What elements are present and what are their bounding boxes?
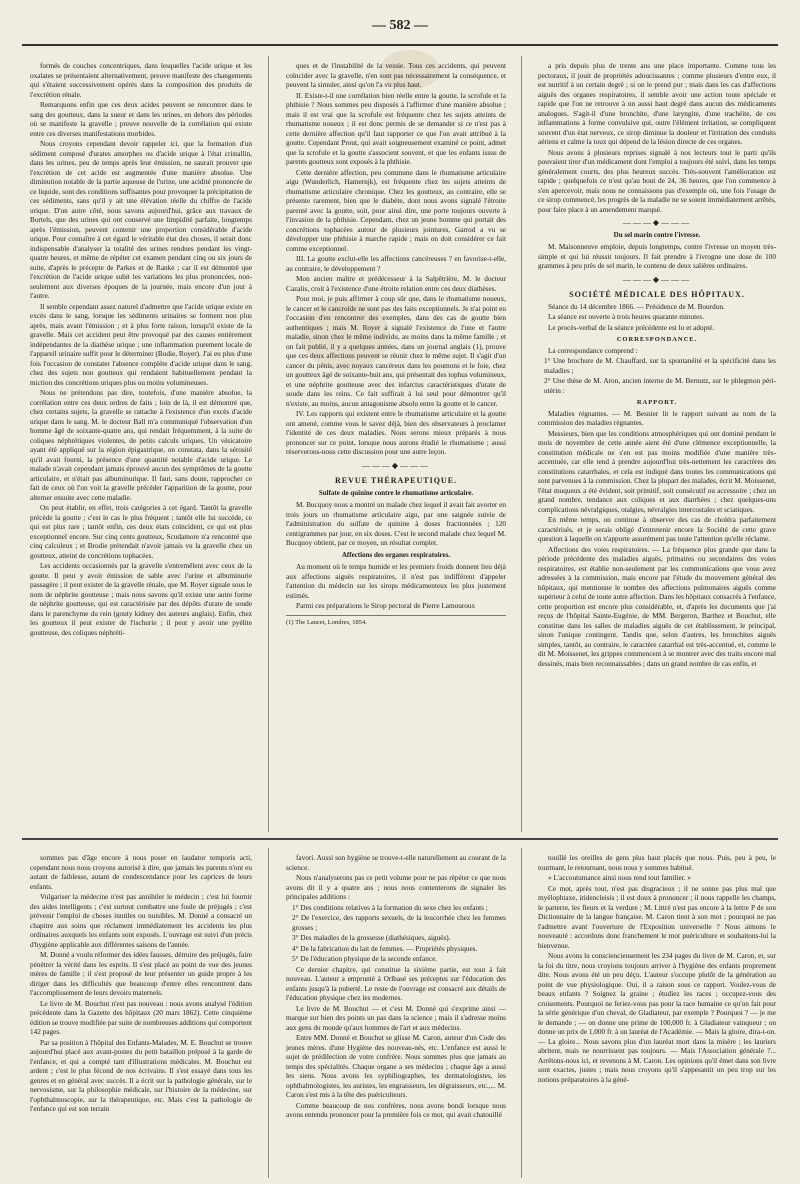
paragraph: Nous avons lu consciencieusement les 234 pages du livre de M. Caron, et, sur la foi du titre, nous croyions toujours arriver à l'hygiène des enfants proprement dite. Nous avons été un peu déçu. L'auteur s'occupe plutôt de la génération au point de vue physiologique. Oui, il a raison sous ce rapport. Voulez-vous de beaux enfants ? Soignez la graine ; étudiez les races ; occupez-vous des croisements. Pourquoi ne feriez-vous pas pour la race humaine ce qu'on fait pour la série générique d'un cheval, de Gladiateur, par exemple ? Pourquoi ? — je me le demande ; — on donne une prime de 100,000 fr. à Gladiateur vainqueur ; on donne un prix de 1,000 fr. à un lauréat de l'Académie. — Mais la gloire, dira-t-on. — La gloire... Nous savons plus d'un lauréat mort dans la misère ; les lauriers abritent, mais ne nourrissent pas toujours. — Mais l'Association générale ?... Arrêtons-nous ici, et revenons à M. Caron. Les opinions qu'il émet dans son livre sont exactes, justes ; mais nous croyons qu'il s'appesantit un peu trop sur les notions préparatoires à la géné- [538, 952, 776, 1084]
paragraph: Ce dernier chapitre, qui constitue la sixième partie, est tout à fait nouveau. L'auteur a emprunté à Orlbasé ses préceptes sur l'éducation des enfants jusqu'à la puberté. Le reste de l'ouvrage est consacré aux détails de l'éducation physique chez les modernes. [286, 965, 506, 1002]
paragraph: En même temps, on continue à observer des cas de choléra parfaitement caractérisés, et je serais obligé d'entretenir encore la Société de cette grave question à laquelle on n'apporte assurément pas toute l'attention qu'elle réclame. [538, 516, 776, 543]
society-title: SOCIÉTÉ MÉDICALE DES HÔPITAUX. [569, 290, 745, 299]
section-ornament: ———◆——— [622, 274, 692, 284]
list-item: 1° Des conditions relatives à la formation du sexe chez les enfants ; [292, 903, 488, 912]
paragraph: Nous croyons cependant devoir rappeler ici, que la formation d'un sédiment composé d'urates amorphes ou d'acide urique à l'état cristallin, dans les urines, peu de temps après leur émission, ne saurait prouver que l'excrétion de cet acide est augmentée d'une manière absolue. Une diminution notable de la partie aqueuse de l'urine, une acidité prononcée de ce liquide, sont des conditions suffisantes pour provoquer la précipitation de ces sédiments, sans qu'il y ait une élévation réelle du chiffre de l'acide urique. D'un autre côté, nous savons aujourd'hui, grâce aux travaux de Bortels, que des urines qui ont conservé une limpidité parfaite, longtemps après l'émission, peuvent contenir une proportion considérable d'acide urique. Pour connaître à cet égard le véritable état des choses, il serait donc indispensable d'analyser la totalité des urines rendues pendant les vingt-quatre heures, et même de répéter cet examen pendant cinq ou six jours de suite, d'après le précepte de Parkes et de Ranke ; car il est démontré que l'excrétion de l'acide urique subit les variations les plus prononcées, non-seulement aux diverses époques de la journée, mais encore d'un jour à l'autre. [30, 140, 252, 300]
paragraph: Nous n'analyserons pas ce petit volume pour ne pas répéter ce que nous avons dit il y a quatre ans ; nous nous contenterons de signaler les principales additions : [286, 874, 506, 901]
article-column-2 [286, 62, 506, 827]
paragraph: Remarquons enfin que ces deux acides peuvent se rencontrer dans le sang des goutteux, dans la sueur et dans les urines, en dehors des périodes où se manifeste la gravelle ; preuve nouvelle de la corrélation qui existe entre ces diverses manifestations morbides. [30, 101, 252, 138]
column-divider [268, 56, 269, 832]
paragraph: Entre MM. Donné et Bouchut se glisse M. Caron, auteur d'un Code des jeunes mères. d'une Hygiène des nouveau-nés, etc. L'enfance est aussi le sujet de prédilection de votre confrère. Nous sommes plus que jamais au temps des spécialités. Chaque organe a ses médecins ; chaque âge a aussi les siens. Nous avons les syphiliographes, les dermatologistes, les ophthalmologistes, les auristes, les engraisseurs, les dégraisseurs, etc.,... M. Caron s'est mis à la tête des puériculteurs. [286, 1034, 506, 1099]
paragraph: Au moment où le temps humide et les premiers froids donnent lieu déjà aux affections aiguës respiratoires, il n'est pas indifférent d'appeler l'attention du médecin sur les sirops médicamenteux les plus justement estimés. [286, 563, 506, 600]
feuilleton-column-3 [538, 854, 776, 1174]
paragraph: Nous avons à plusieurs reprises signalé à nos lecteurs tout le parti qu'ils pouvaient tirer d'un médicament dont l'emploi a toujours été suivi, dans les temps généralement courts, des plus heureux succès. Très-souvent l'amélioration est rapide ; quelquefois ce n'est qu'au bout de 24, 36 heures, que l'on commence à s'en apercevoir, mais nous ne connaissons pas d'exemple où, une fois l'usage de ce sirop commencé, les progrès de la maladie ne se soient immédiatement arrêtés, pour faire place à un amendement marqué. [538, 148, 776, 214]
paragraph: Parmi ces préparations le Sirop pectoral de Pierre Lamouroux [296, 602, 476, 610]
review-title: REVUE THÉRAPEUTIQUE. [334, 476, 458, 485]
paragraph: Il semble cependant assez naturel d'admettre que l'acide urique existe en excès dans le sang, lorsque les sédiments urinaires se forment non plus après, mais avant l'émission ; et à plus forte raison, lorsqu'il existe de la gravelle. Mais cet accident peut être provoqué par des causes entièrement indépendantes de la diathèse urique ; une inflammation purement locale de l'appareil urinaire suffit pour le déterminer (Bodie, Royer). J'ai eu plus d'une fois l'occasion de constater l'absence complète d'acide urique dans le sang, chez des sujets non goutteux qui rendaient habituellement pendant la miction des concrétions uriques plus ou moins volumineuses. [30, 302, 252, 387]
list-item: 5° De l'éducation physique de la seconde enfance. [292, 955, 438, 963]
paragraph: Le livre de M. Bouchut — et c'est M. Donné qui s'exprime ainsi — marque sur bien des points un pas dans la science ; mais il s'adresse moins aux gens du monde qu'aux hommes de l'art et aux médecins. [286, 1004, 506, 1032]
paragraph: « L'accoutumance ainsi nous rend tout familier. » [548, 874, 692, 882]
correspondence-heading: CORRESPONDANCE. [616, 336, 698, 343]
wine-section-title: Du sel marin contre l'ivresse. [613, 230, 701, 239]
paragraph: formés de couches concentriques, dans lesquelles l'acide urique et les oxalates se présentaient alternativement, preuve manifeste des changements qui s'étaient successivement opérés dans la composition des produits de l'excrétion rénale. [30, 62, 252, 99]
paragraph: Vulgariser la médecine n'est pas annihiler le médecin ; c'est lui fournir des aides intelligents ; c'est surtout combattre une foule de préjugés ; c'est prévenir l'emploi de choses inutiles ou nuisibles. M. Donné a consacré un chapitre aux soins que réclament immédiatement les accidents les plus ordinaires auxquels les enfants sont exposés. L'ouvrage est suivi d'un précis d'hygiène applicable aux différentes saisons de l'année. [30, 893, 252, 949]
list-item: 2° De l'exercice, des rapports sexuels, de la leucorrhée chez les femmes grosses ; [292, 914, 506, 932]
article-column-3 [538, 62, 776, 827]
paragraph: La correspondance comprend : [548, 346, 638, 355]
paragraph: Le livre de M. Bouchut n'est pas nouveau : nous avons analysé l'édition précédente dans la Gazette des hôpitaux (20 mars 1862). Cette cinquième édition se trouve modifiée par suite de nombreuses additions qui comportent 142 pages. [30, 999, 252, 1036]
paragraph: favori. Aussi son hygiène se trouve-t-elle naturellement au courant de la science. [286, 854, 506, 872]
paragraph: Pour moi, je puis affirmer à coup sûr que, dans le rhumatisme noueux, le cancer et le cancroïde ne sont pas des faits exceptionnels. Je n'ai point eu l'occasion d'en rencontrer des exemples, dans des cas de goutte bien authentiques ; mais M. Royer a signalé l'existence de l'une et l'autre maladie, sinon chez le même individu, au moins dans la même famille ; et on fait publié, il y a quelques années, dans un journal anglais (1), prouve que ces deux affections peuvent se réunir chez le même sujet. Il s'agit d'un cancer du pénis, avec noyaux cancéreux dans les poumons et le foie, chez un goutteux âgé de soixante-huit ans, qui présentait des tophus volumineux, et une néphrite goutteuse avec des infarctus caractéristiques d'urate de soude dans les reins. Ce fait suffirait à lui seul pour démontrer qu'il n'existe, au moins, aucun antagonisme absolu entre la goutte et le cancer. [286, 295, 506, 408]
paragraph: Comme beaucoup de nos confrères, nous avons bondi lorsque nous avons entendu prononcer pour la première fois ce mot, qui avait chatouillé [286, 1101, 506, 1119]
paragraph: III. La goutte exclut-elle les affections cancéreuses ? en favorise-t-elle, au contraire, le développement ? [286, 255, 506, 273]
section-divider [22, 838, 778, 840]
list-item: 3° Des maladies de la grossesse (diathésiques, aiguës). [292, 934, 451, 942]
column-divider [268, 848, 269, 1178]
list-item: 4° De la fabrication du lait de femmes. — Propriétés physiques. [292, 944, 478, 953]
paragraph: II. Existe-t-il une corrélation bien réelle entre la goutte, la scrofule et la phthisie ? Nous sommes peu disposés à l'affirmer d'une manière absolue ; mais il est vrai que la scrofule est fréquente chez les sujets atteints de rhumatisme noueux ; il est donc permis de se demander si ce n'est pas à cette dernière affection qu'il faut rapporter ce que l'on avait attribué à la goutte. Cependant Prout, qui avait soigneusement examiné ce point, admet que la scrofule et la goutte s'associent souvent, et que les enfants issus de parents goutteux sont exposés à la phthisie. [286, 91, 506, 166]
column-divider [521, 56, 522, 832]
feuilleton-column-2 [286, 854, 506, 1174]
paragraph: Le procès-verbal de la séance précédente est lu et adopté. [548, 323, 715, 332]
paragraph: Affections des voies respiratoires. — La fréquence plus grande que dans la période précédente des maladies aiguës, primaires ou secondaires des voies respiratoires, est établie non-seulement par les communications que vous avez adressées à la commission, mais encore par l'étude du mouvement général des hôpitaux, qui mentionne le nombre des affections pulmonaires aiguës comme supérieur à celui de toute autre affection. Dans les hôpitaux consacrés à l'enfance, cette proportion est encore plus considérable, et, d'après les documents que j'ai reçus de l'hôpital Sainte-Eugénie, de MM. Bergeron, Barthez et Bouchut, elle constitue dans les salles de maladies aiguës de cet établissement, le principal, sinon l'unique contingent. Tandis que, selon d'autres, les bronchites aiguës simples, tantôt, au contraire, le caractère catarrhal est très-accentué, et, comme le dit M. Moissenet, les grippes commencent à se montrer avec des traits encore mal dessinés, mais bien reconnaissables ; dans un grand nombre de cas enfin, et [538, 545, 776, 668]
paragraph: La séance est ouverte à trois heures quarante minutes. [548, 313, 705, 321]
article-column-1 [30, 62, 252, 827]
paragraph: Ce mot, après tout, n'est pas disgracieux ; il ne sonne pas plus mal que myélophtaxe, iridencleisis ; il est doux à prononcer ; il nous rappelle les champs, le parterre, les fleurs et la verdure ; M. Littré n'est pas encore à la lettre P de son Dictionnaire de la langue française. M. Caron tient à son mot ; pourquoi ne pas l'admettre avant l'ouverture de l'Exposition universelle ? Nous aimons le nouveauté : accordons donc franchement le mot puériculture et souhaitons-lui la bienvenue. [538, 884, 776, 950]
paragraph: Les accidents occasionnés par la gravelle s'entremêlent avec ceux de la goutte. Il peut y avoir émission de sable avec l'urine et albuminurie passagère ; il peut exister de la gravelle rénale, que M. Royer signale sous le nom de néphrite goutteuse ; mais nous savons qu'il existe une autre forme de néphrite goutteuse, qui est caractérisée par des dépôts d'urate de soude dans le parenchyme du rein (gouty kidney des auteurs anglais). Enfin, chez les goutteux il peut exister de l'ischurie ; il peut y avoir une pyélite goutteuse, des coliques néphréti- [30, 562, 252, 637]
page-number: — 582 — [372, 18, 428, 33]
section-ornament: ———◆——— [622, 218, 692, 227]
header-rule [22, 44, 778, 46]
paragraph: Mon ancien maître et prédécesseur à la Salpêtrière, M. le docteur Cazalis, croit à l'existence d'une étroite relation entre ces deux diathèses. [286, 275, 506, 293]
paragraph: Par sa position à l'hôpital des Enfants-Malades, M. E. Bouchut se trouve aujourd'hui placé aux avant-postes du petit bataillon préposé à la garde de l'enfance, et qui a compté tant d'illustrations médicales. M. Bouchut est ardent ; c'est le plus fécond de nos écrivains. Il s'est essayé dans tous les genres et en général avec succès. Il a écrit sur la pathologie générale, sur le nervosisme, sur la philosophie médicale, sur l'histoire de la médecine, sur l'ophthalmoscopie, sur la thérapeutique, etc. Mais c'est la pathologie de l'enfance qui est son terrain [30, 1038, 252, 1113]
review-subtitle-respiratory: Affections des organes respiratoires. [341, 550, 451, 559]
paragraph: a pris depuis plus de trente ans une place importante. Comme tous les pectoraux, il jouit de propriétés adoucissantes ; comme plusieurs d'entre eux, il est nutritif à un certain degré ; si on le prend pur ; mais dans les cas d'affections aiguës des organes respiratoires, il semble avoir une action toute spéciale et rapide que l'on ne retrouve à un aussi haut degré dans aucun des médicaments analogues. S'agit-il d'une bronchite, d'une laryngite, d'une trachéite, de ces inflammations à forme convulsive qui, outre l'élément irritation, se compliquent souvent d'un état nerveux, ce sirop diminue la douleur et l'irritation des conduits aériens et calme la toux qui dépend de la lésion directe de ces organes. [538, 62, 776, 146]
section-ornament: ———◆——— [361, 460, 431, 470]
paragraph: Cette dernière affection, peu commune dans le rhumatisme articulaire aigu (Wunderlich, Hamernjk), est fréquente chez les sujets atteints de rhumatisme articulaire chronique. Chez les goutteux, au contraire, elle se présente rarement, bien que le diabète, dont nous avons signalé l'étroite parenté avec la goutte, soit, pour ainsi dire, une porte toujours ouverte à l'invasion de la phthisie. Cependant, chez un jeune homme qui portait des concrétions tophacées autour de plusieurs jointures, Garrod a vu se développer une phthisie à marche rapide ; mais on doit considérer ce fait comme exceptionnel. [286, 168, 506, 253]
feuilleton-column-1 [30, 854, 252, 1174]
list-item: 2° Une thèse de M. Aron, ancien interne de M. Bernutz, sur le phlegmon péri-utérin : [544, 377, 776, 395]
paragraph: Nous ne prétendons pas dire, toutefois, d'une manière absolue, la corrélation entre ces deux ordres de faits ; loin de là, il est démontré que, chez certains sujets, la gravelle se rattache à l'existence d'un excès d'acide urique dans le sang. M. le docteur Ball m'a communiqué l'observation d'un homme âgé de soixante-quatre ans, qui rendait fréquemment, à la suite de coliques néphrétiques violentes, de petits calculs uriques. Un vésicatoire ayant été appliqué sur la région épigastrique, on constata, dans la sérosité qu'il avait fourni, la présence d'une quantité notable d'acide urique. Le malade n'avait cependant jamais éprouvé aucun des symptômes de la goutte articulaire, et n'était pas albuminurique. Il faut, sans doute, rapprocher ce fait de ceux où l'on voit la gravelle précéder l'apparition de la goutte, pour alterner ensuite avec cette maladie. [30, 389, 252, 502]
report-heading: RAPPORT. [636, 399, 678, 406]
review-subtitle-quinine: Sulfate de quinine contre le rhumatisme articulaire. [318, 488, 474, 497]
paragraph: M. Maisonneuve emploie, depuis longtemps, contre l'ivresse un moyen très-simple et qui lui réussit toujours. Il fait prendre à l'ivrogne une dose de 100 grammes à peu près de sel marin, le contenu de deux salières ordinaires. [538, 243, 776, 270]
paragraph: touillé les oreilles de gens plus haut placés que nous. Puis, peu à peu, le tourmant, le retournant, nous nous y sommes habitué. [538, 854, 776, 872]
paragraph: sommes pas d'âge encore à nous poser en laudator temporis acti, cependant nous nous croyons autorisé à dire, que jamais les parents n'ont eu autant de faiblesse, autant de condescendance pour les caprices de leurs enfants. [30, 854, 252, 891]
paragraph: IV. Les rapports qui existent entre le rhumatisme articulaire et la goutte ont amené, comme vous le savez déjà, bien des observateurs à proclamer l'identité de ces deux maladies. Nous serons mieux préparés à nous prononcer sur ce point, lorsque nous aurons étudié le rhumatisme ; aussi réserverons-nous cette discussion pour une autre leçon. [286, 410, 506, 456]
paragraph: On peut établir, en effet, trois catégories à cet égard. Tantôt la gravelle précède la goutte ; c'est le cas le plus fréquent ; tantôt elle lui succède, ce qui est plus rare ; tantôt enfin, ces deux états coïncident, ce qui est plus exceptionnel encore. Sur cinq cents goutteux, Scudamore n'a rencontré que cinq calculeux ; et Brodie prétendait n'avoir jamais vu la gravelle chez un goutteux, atteint de concrétions tophacées. [30, 504, 252, 560]
footnote: (1) The Lancet, Londres, 1854. [286, 615, 506, 628]
paragraph: M. Bucquoy nous a montré un malade chez lequel il avait fait avorter en trois jours un rhumatisme articulaire aigu, par une saignée suivie de l'administration du sulfate de quinine à doses fractionnées ; 120 centigrammes par jour, en six doses. C'est le second malade chez lequel M. Bucquoy obtient, par ce moyen, un résultat complet. [286, 501, 506, 547]
session-line: Séance du 14 décembre 1866. — Présidence de M. Bourdon. [548, 302, 725, 311]
list-item: 1° Une brochure de M. Chauffard, sur la spontanéité et la spécificité dans les maladies ; [544, 357, 776, 375]
paragraph: Messieurs, bien que les conditions atmosphériques qui ont dominé pendant le mois de novembre de cette année aient été d'une clémence exceptionnelle, la constitution médicale ne s'en est pas moins modifiée d'une manière très-accentuée, car elle tend à prendre aujourd'hui très-nettement les caractères des constitutions catarrhales, et cela est indiqué dans toutes les communications qui sont parvenues à la commission. Chez la plupart des malades, écrit M. Moissenet, l'état muqueux a été évident, soit primitif, soit consécutif ou accessoire ; chez un grand nombre, tendance aux coliques et aux diarrhées ; chez quelques-uns complications névralgiques, otalgies, névralgies intercostales et sciatiques. [538, 429, 776, 514]
paragraph: ques et de l'instabilité de la vessie. Tous ces accidents, qui peuvent coïncider avec la gravelle, n'en sont pas nécessairement la conséquence, et peuvent la simuler, ainsi qu'on l'a vu plus haut. [286, 62, 506, 89]
paragraph: M. Donné a voulu réformer des idées fausses, détruire des préjugés, faire pénétrer la vérité dans les esprits. Il s'est placé au point de vue des jeunes mères de famille ; il s'est proposé de leur présenter un guide propre à les diriger dans les difficultés que beaucoup d'entre elles rencontrent dans l'accomplissement de leurs devoirs maternels. [30, 951, 252, 997]
paragraph: Maladies régnantes. — M. Besnier lit le rapport suivant au nom de la commission des maladies régnantes. [538, 409, 776, 427]
column-divider [521, 848, 522, 1178]
